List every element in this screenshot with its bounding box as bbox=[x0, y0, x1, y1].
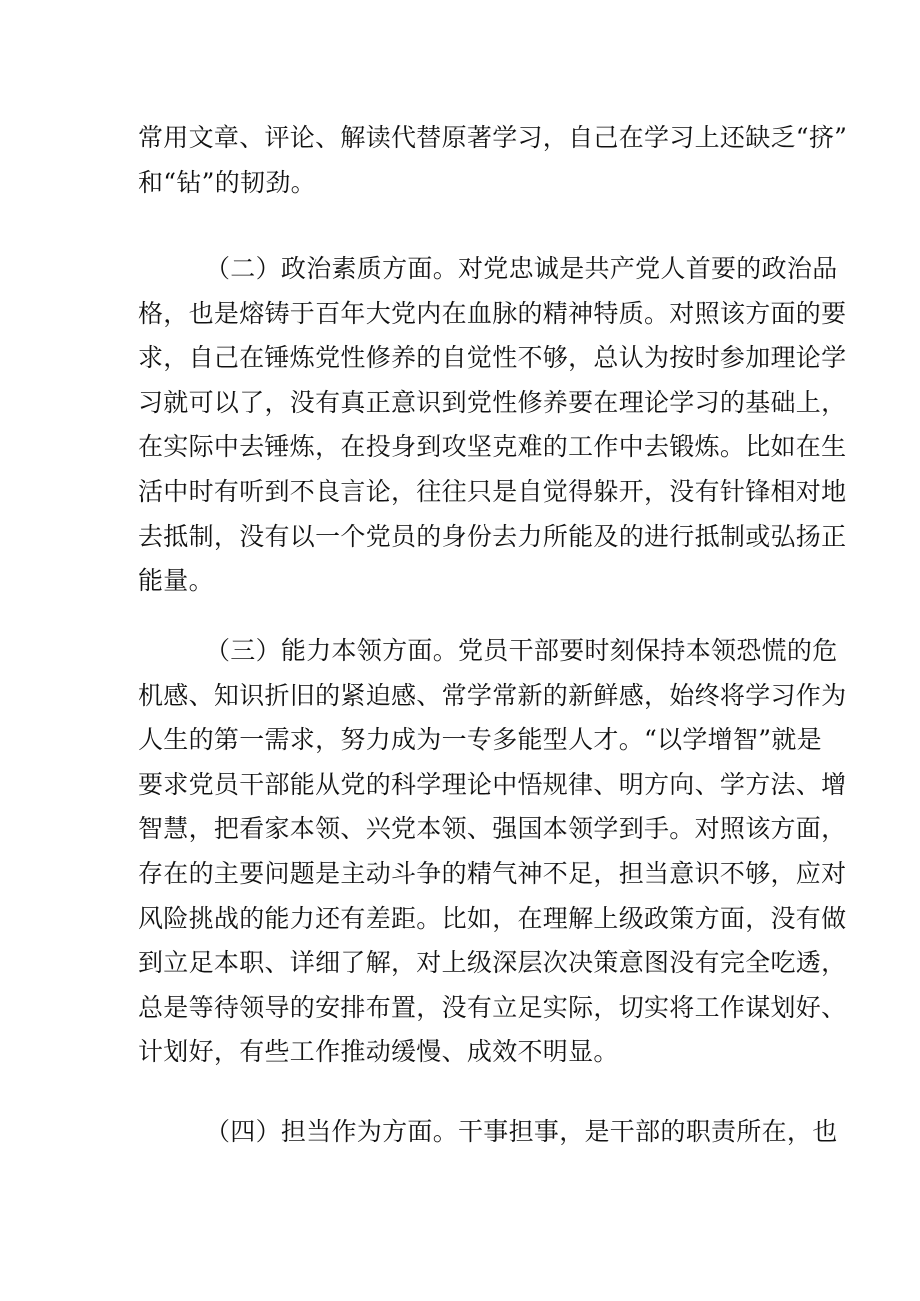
paragraph-continuation bbox=[138, 116, 848, 205]
text-line: 活中时有听到不良言论，往往只是自觉得躲开，没有针锋相对地 bbox=[138, 476, 847, 506]
paragraph-responsibility bbox=[138, 1110, 838, 1155]
text-line: 到立足本职、详细了解，对上级深层次决策意图没有完全吃透， bbox=[138, 948, 847, 978]
text-line: 和“钻”的韧劲。 bbox=[138, 167, 316, 197]
text-line: 人生的第一需求，努力成为一专多能型人才。“以学增智”就是 bbox=[138, 725, 822, 755]
text-line: 机感、知识折旧的紧迫感、常学常新的新鲜感，始终将学习作为 bbox=[138, 680, 847, 710]
paragraph-political-quality bbox=[138, 247, 847, 604]
text-line: 常用文章、评论、解读代替原著学习，自己在学习上还缺乏“挤” bbox=[138, 123, 848, 152]
text-line: 计划好，有些工作推动缓慢、成效不明显。 bbox=[138, 1037, 619, 1067]
text-line: 总是等待领导的安排布置，没有立足实际，切实将工作谋划好、 bbox=[138, 992, 847, 1022]
text-line: 去抵制，没有以一个党员的身份去力所能及的进行抵制或弘扬正 bbox=[138, 521, 847, 551]
text-line: （三）能力本领方面。党员干部要时刻保持本领恐慌的危 bbox=[205, 636, 838, 665]
text-line: 在实际中去锤炼，在投身到攻坚克难的工作中去锻炼。比如在生 bbox=[138, 432, 847, 462]
text-line: 习就可以了，没有真正意识到党性修养要在理论学习的基础上， bbox=[138, 387, 847, 417]
text-line: 风险挑战的能力还有差距。比如，在理解上级政策方面，没有做 bbox=[138, 903, 847, 933]
text-line: 能量。 bbox=[138, 566, 214, 596]
text-line: 存在的主要问题是主动斗争的精气神不足，担当意识不够，应对 bbox=[138, 858, 847, 888]
paragraph-ability bbox=[138, 629, 847, 1075]
text-line: （二）政治素质方面。对党忠诚是共产党人首要的政治品 bbox=[205, 254, 838, 283]
text-line: 格，也是熔铸于百年大党内在血脉的精神特质。对照该方面的要 bbox=[138, 298, 847, 328]
text-line: 求，自己在锤炼党性修养的自觉性不够，总认为按时参加理论学 bbox=[138, 343, 847, 373]
text-line: 要求党员干部能从党的科学理论中悟规律、明方向、学方法、增 bbox=[138, 769, 847, 799]
text-line: 智慧，把看家本领、兴党本领、强国本领学到手。对照该方面， bbox=[138, 814, 847, 844]
text-line: （四）担当作为方面。干事担事，是干部的职责所在，也 bbox=[205, 1117, 838, 1146]
